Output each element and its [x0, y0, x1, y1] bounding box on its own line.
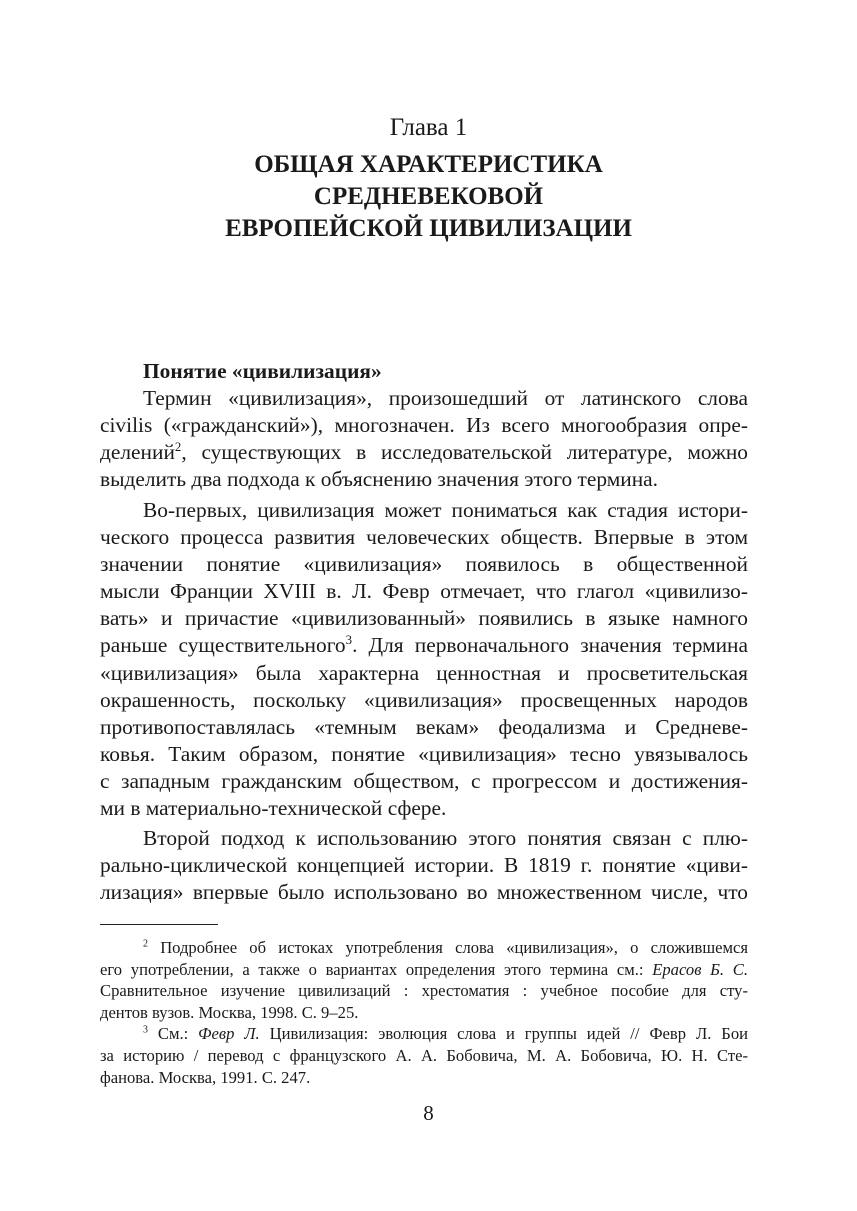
paragraph-1	[100, 385, 748, 493]
text-line: противопоставлялась «темным векам» феодализма и Средневе-	[100, 714, 748, 739]
paragraph-3	[100, 825, 748, 906]
text-line: ческого процесса развития человеческих обществ. Впервые в этом	[100, 525, 748, 550]
footnote-number: 2	[143, 938, 148, 950]
footnote-divider	[100, 924, 218, 925]
text-line: Термин «цивилизация», произошедший от латинского слова	[143, 386, 748, 410]
chapter-title-line: СРЕДНЕВЕКОВОЙ	[313, 183, 544, 210]
text-line: лизация» впервые было использовано во множественном числе, что	[100, 880, 748, 905]
footnote-line: дентов вузов. Москва, 1998. С. 9–25.	[100, 1002, 359, 1022]
text-span: делений	[100, 440, 175, 465]
text-span: См.:	[147, 1024, 199, 1044]
text-line: Во-первых, цивилизация может пониматься как стадия истори-	[143, 498, 748, 522]
text-span: , существующих в исследовательской литературе, можно	[181, 440, 748, 465]
text-span: . Для первоначального значения термина	[352, 633, 748, 658]
footnote-line: фанова. Москва, 1991. С. 247.	[100, 1067, 311, 1087]
text-line: мысли Франции XVIII в. Л. Февр отмечает, что глагол «цивилизо-	[100, 579, 748, 604]
chapter-label: Глава 1	[389, 114, 468, 141]
text-line: окрашенность, поскольку «цивилизация» просвещенных народов	[100, 687, 748, 712]
chapter-title-line: ЕВРОПЕЙСКОЙ ЦИВИЛИЗАЦИИ	[225, 215, 632, 242]
text-line: значении понятие «цивилизация» появилось в общественной	[100, 552, 748, 577]
footnote-line: за историю / перевод с французского А. А. Бобовича, М. А. Бобовича, Ю. Н. Сте-	[100, 1045, 748, 1065]
footnote-line	[100, 1023, 748, 1045]
text-line: вать» и причастие «цивилизованный» появились в языке намного	[100, 606, 748, 631]
footnote-line	[100, 959, 748, 981]
text-line: выделить два подхода к объяснению значения этого термина.	[100, 467, 658, 492]
text-line: ми в материально-технической сфере.	[100, 796, 447, 821]
text-line	[100, 439, 748, 466]
footnote-line: Сравнительное изучение цивилизаций : хрестоматия : учебное пособие для сту-	[100, 981, 748, 1001]
text-line: «цивилизация» была характерна ценностная и просветительская	[100, 660, 748, 685]
footnote-line	[100, 937, 748, 959]
text-line: civilis («гражданский»), многозначен. Из всего многообразия опре-	[100, 413, 748, 438]
footnote-number: 3	[143, 1024, 148, 1036]
section-heading: Понятие «цивилизация»	[143, 359, 382, 383]
chapter-title-line: ОБЩАЯ ХАРАКТЕРИСТИКА	[254, 151, 603, 178]
footnote-ref: 3	[345, 633, 353, 648]
footnotes	[100, 937, 748, 1088]
text-line	[100, 632, 748, 659]
footnote-ref: 2	[174, 440, 182, 455]
text-line: рально-циклической концепцией истории. В 1819 г. понятие «циви-	[100, 853, 748, 878]
chapter-title	[120, 149, 737, 245]
paragraph-2	[100, 497, 748, 822]
text-line: ковья. Таким образом, понятие «цивилизация» тесно увязывалось	[100, 741, 748, 766]
text-span: его употреблении, а также о вариантах определения этого термина см.:	[100, 959, 653, 979]
author-name: Февр Л.	[198, 1024, 260, 1044]
text-line: Второй подход к использованию этого понятия связан с плю-	[143, 826, 748, 850]
text-line: с западным гражданским обществом, с прогрессом и достижения-	[100, 768, 748, 793]
text-span: Подробнее об истоках употребления слова «цивилизация», о сложившемся	[147, 938, 748, 957]
page-number: 8	[423, 1101, 434, 1125]
text-span: Цивилизация: эволюция слова и группы идей // Февр Л. Бои	[259, 1024, 749, 1044]
author-name: Ерасов Б. С.	[652, 959, 748, 979]
text-span: раньше существительного	[100, 633, 346, 658]
